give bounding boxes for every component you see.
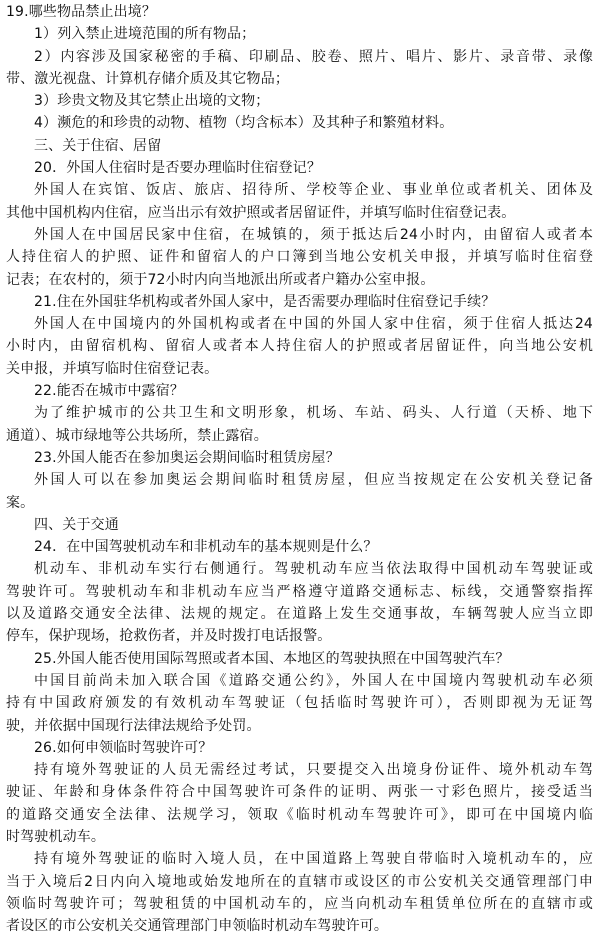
text-line: 小时内，由留宿机构、留宿人或者本人持住宿人的护照或者居留证件，向当地公安机 <box>6 338 593 355</box>
text-line: 19.哪些物品禁止出境？ <box>6 4 157 20</box>
text-line: 领临时驾驶许可；驾驶租赁的中国机动车的，应当向机动车租赁单位所在的直辖市或 <box>6 895 593 912</box>
text-line: 驶，并依据中国现行法律法规给予处罚。 <box>6 717 261 734</box>
text-line: 停车，保护现场，抢救伤者，并及时拨打电话报警。 <box>6 628 332 645</box>
text-line: 带、激光视盘、计算机存储介质及其它物品； <box>6 70 289 87</box>
text-line: 2）内容涉及国家秘密的手稿、印刷品、胶卷、照片、唱片、影片、录音带、录像 <box>34 48 593 65</box>
text-line: 外国人可以在参加奥运会期间临时租赁房屋，但应当按规定在公安机关登记备 <box>34 472 593 489</box>
text-line: 20．外国人住宿时是否要办理临时住宿登记？ <box>34 160 321 177</box>
text-line: 4）濒危的和珍贵的动物、植物（均含标本）及其种子和繁殖材料。 <box>34 115 454 132</box>
text-line: 外国人在中国居民家中住宿，在城镇的，须于抵达后24小时内，由留宿人或者本 <box>34 226 593 243</box>
text-line: 1）列入禁止进境范围的所有物品； <box>34 26 256 43</box>
text-line: 关申报，并填写临时住宿登记表。 <box>6 360 219 377</box>
text-line: 中国目前尚未加入联合国《道路交通公约》，外国人在中国境内驾驶机动车必须 <box>34 672 593 689</box>
text-line: 26.如何申领临时驾驶许可？ <box>34 739 213 756</box>
text-line: 持有境外驾驶证的人员无需经过考试，只要提交入出境身份证件、境外机动车驾 <box>34 762 593 779</box>
text-line: 案。 <box>6 494 35 511</box>
text-line: 机动车、非机动车实行右侧通行。驾驶机动车应当依法取得中国机动车驾驶证或 <box>34 561 593 578</box>
text-line: 三、关于住宿、居留 <box>34 137 162 154</box>
text-line: 驶证、年龄和身体条件符合中国驾驶许可条件的证明、两张一寸彩色照片，接受适当 <box>6 784 593 801</box>
text-line: 当于入境后2日内向入境地或始发地所在的直辖市或设区的市公安机关交通管理部门申 <box>6 873 593 890</box>
text-line: 时驾驶机动车。 <box>6 828 106 845</box>
text-line: 以及道路交通安全法律、法规的规定。在道路上发生交通事故，车辆驾驶人应当立即 <box>6 606 593 623</box>
text-line: 24．在中国驾驶机动车和非机动车的基本规则是什么？ <box>34 539 378 556</box>
text-line: 外国人在宾馆、饭店、旅店、招待所、学校等企业、事业单位或者机关、团体及 <box>34 182 593 199</box>
text-line: 者设区的市公安机关交通管理部门申领临时机动车驾驶许可。 <box>6 918 389 935</box>
text-line: 为了维护城市的公共卫生和文明形象，机场、车站、码头、人行道（天桥、地下 <box>34 405 593 422</box>
text-line: 四、关于交通 <box>34 516 119 533</box>
text-line: 的道路交通安全法律、法规学习，领取《临时机动车驾驶许可》，即可在中国境内临 <box>6 806 593 823</box>
text-line: 持有中国政府颁发的有效机动车驾驶证（包括临时驾驶许可），否则即视为无证驾 <box>6 695 593 712</box>
text-line: 25.外国人能否使用国际驾照或者本国、本地区的驾驶执照在中国驾驶汽车？ <box>34 650 510 667</box>
text-line: 记表；在农村的，须于72小时内向当地派出所或者户籍办公室申报。 <box>6 271 435 288</box>
text-line: 通道）、城市绿地等公共场所，禁止露宿。 <box>6 427 268 444</box>
text-line: 22.能否在城市中露宿？ <box>34 383 185 400</box>
text-line: 21.住在外国驻华机构或者外国人家中，是否需要办理临时住宿登记手续？ <box>34 293 496 310</box>
text-line: 23.外国人能否在参加奥运会期间临时租赁房屋？ <box>34 449 340 466</box>
text-line: 3）珍贵文物及其它禁止出境的文物； <box>34 93 270 110</box>
text-line: 其他中国机构内住宿，应当出示有效护照或者居留证件，并填写临时住宿登记表。 <box>6 204 516 221</box>
text-line: 驾驶许可。驾驶机动车和非机动车应当严格遵守道路交通标志、标线，交通警察指挥 <box>6 583 593 600</box>
text-line: 外国人在中国境内的外国机构或者在中国的外国人家中住宿，须于住宿人抵达24 <box>34 316 593 333</box>
text-line: 人持住宿人的护照、证件和留宿人的户口簿到当地公安机关申报，并填写临时住宿登 <box>6 249 593 266</box>
document-page <box>6 1 593 937</box>
text-line: 持有境外驾驶证的临时入境人员，在中国道路上驾驶自带临时入境机动车的，应 <box>34 851 593 868</box>
